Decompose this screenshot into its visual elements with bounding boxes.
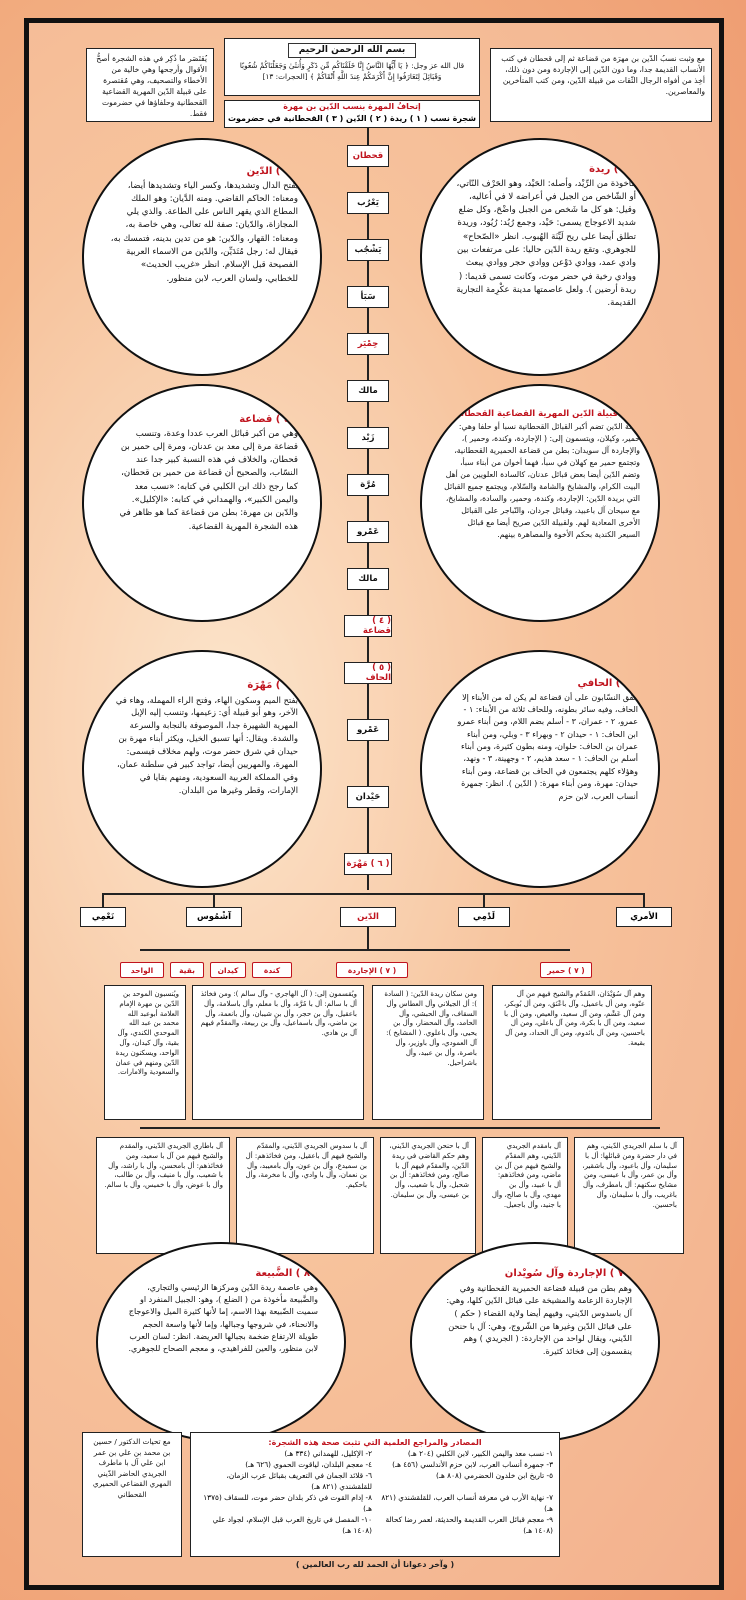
node-himyar: حِمْيَر [347, 333, 389, 355]
tree-title-main: إتحافُ المهرة بنسب الدّين بن مهرة [283, 102, 421, 111]
references-list [197, 1449, 553, 1537]
circle-rayda [420, 138, 660, 376]
node-haydan: حَيْدان [347, 786, 389, 808]
ajarida-line [140, 1127, 660, 1129]
basmala: بسم الله الرحمن الرحيم [288, 43, 417, 58]
node-murra: مُرَّة [347, 474, 389, 496]
reference-item: ٤- معجم البلدان، لياقوت الحموي (٦٢٦ هـ) [245, 1459, 372, 1469]
reference-item: ٩- معجم قبائل العرب القديمة والحديثة، لعمر رضا كحالة (١٤٠٨ هـ) [385, 1514, 553, 1535]
quran-verse: قال الله عز وجل: ﴿ يَا أَيُّهَا النَّاسُ إِنَّا خَلَقْنَاكُم مِّن ذَكَرٍ وَأُنثَىٰ وَجَعَلْنَاكُمْ شُعُوبًا وَقَبَائِلَ لِتَعَارَفُوا إِنَّ أَكْرَمَكُمْ عِندَ اللَّهِ أَتْقَاكُمْ ﴾ [الحجرات: ١٣] [239, 61, 465, 81]
node-saba: سَبَأ [347, 286, 389, 308]
branch-line [102, 893, 644, 895]
node-qahtan: قحطان [347, 145, 389, 167]
circle-qudaa [82, 384, 322, 622]
reference-item: ١- نسب معد واليمن الكبير، لابن الكلبي (٢٠٤ هـ) [407, 1449, 553, 1458]
box-residents: ومن سكان ريدة الدّين: ( السادة ): أل الجيلاني وأل العطاس وأل السقاف، وأل الحبشي، وأل الحامد، وأل المحضار، وأل بن يحيى، وأل باعلوي. ( المشايخ ): آل العمودي، وأل باوزير، وأل باصرة، وأل بن عبيد، وأل باشراحيل. [372, 985, 484, 1120]
tag-alwahid: الواحد [120, 962, 164, 978]
node-malik-1: مالك [347, 380, 389, 402]
box-himyar: وهم آل سُوَيْدَان، المُقدّم والشيخ فيهم من آل عنّوه، ومن أل باعميل، وآل باعْنَق، ومن أل بُوبكر، ومن آل عَشْم، ومن آل سعيد، والعيص، ومن أل با سعيد، ومن آل با بكرة، ومن آل باعلي، ومن أل باحسين، ومن آل بائدوم، ومن آل الحداد، ومن آل بقيعة. [492, 985, 652, 1120]
node-alhaf: ( ٥ ) الحاف [344, 662, 392, 684]
references-box [190, 1432, 560, 1557]
circle-ajarida-text: ( ٧ ) الإجاردة وآل سُويْدان وهم بطن من قبيلة قضاعة الحميرية القحطانية وفي الإجاردة الزعامة والمشيخة على قبائل الدّين كلها، وهي: آل باسدوس الدّيني، وفيهم أيضا ولاية القضاء ( حكم ) على قبائل الدّين وغيرها من الشّروج، وهي: آل با حنحن الدّيني، ويقال لواحد من الإجاردة: ( الجريدي ) وهم ينقسمون إلى فخائذ كثيرة. [446, 1268, 632, 1357]
reference-item: ٥- تاريخ ابن خلدون الحضرمي (٨٠٨ هـ) [436, 1470, 553, 1480]
reference-item: ٧- نهاية الأرب في معرفة أنساب العرب، للقلقشندي (٨٢١ هـ) [381, 1492, 553, 1513]
node-yarub: يَعْرُب [347, 192, 389, 214]
node-nami: نَعْمِي [80, 907, 126, 927]
box-kinda: ويُقسمون إلى: ( آل الهاجري - وآل سالم ): ومن فخائذ أل با سالم: أل با مُرَّة، وأل با معلم، وأل باسلامة، وأل باعقيل، وأل بن حجر، وأل بن شيبان، وأل بانعمة، وأل بن ماضي، وأل باسماعيل، وأل بن ربيعة، والمقدّم فيهم آل بن هادي. [192, 985, 364, 1120]
box-basadus: آل با سدوس الجريدي الدّيني، والمقدّم والشيخ فيهم آل باعقيل، ومن فخائذهم: أل بن سميدع، وأل بن عون، وأل بامعيبد، وأل بن نعمان، وأل با وادي، وأل با مخرمة، وأل باحكيم. [236, 1137, 374, 1254]
tag-baqiya: بقية [170, 962, 204, 978]
tag-kaydan: كيدان [210, 962, 246, 978]
node-mahra: ( ٦ ) مَهْرَة [344, 853, 392, 875]
circle-mahra-text: ( ٦ ) مَهْرَة بفتح الميم وسكون الهاء، وفتح الراء المهملة، وهاء في الآخر، وهو أبو قبيلة أي: زعيمها، وتنسب إليه الإبل المهرية الشهيرة جدا، الموصوفة بالنجابة والسرعة والشدة. ويقال: أنها تسبق الخيل، ويكثر أبناء مهرة بن حيدان في شرق حضر موت، ولهم مخلاف فيسمى: المهرة، والمهريين أيضا، تواجد كبير في سلطنة عمان، وفي المملكة العربية السعودية، ومنهم بقايا في الإمارات، وقطر وغيرها من البلدان. [115, 680, 298, 795]
box-batari: آل باطاري الجريدي الدّيني، والمقدم والشيخ فيهم من آل با سعيد، ومن فخائذهم: أل بامحسن، وأل با راشد، وأل با شعيب، وأل با منيف، وأل بن طالب، وأل با عوض، وأل با خميس، وأل با سالم. [96, 1137, 230, 1254]
tree-title-sub: شجرة نسب ( ١ ) ريدة ( ٢ ) الدّين ( ٣ ) القحطانية في حضرموت [227, 114, 477, 123]
reference-item: ٦- قلائد الجمان في التعريف بقبائل عرب الزمان، للقلقشندي (٨٢١ هـ) [226, 1470, 372, 1491]
tag-alajarida: ( ٧ ) الإجاردة [336, 962, 408, 978]
circle-rayda-text: ( ١ ) ريدة مأخوذة من الرِّيْد، وأصله: الحَيْد، وهو الحَرْف النّاتي، أو الشّاخص من الجبل في أعراضه لا في أعاليه، وقيل: هو كل ما شَخص من الجبل واضْحَ، وكل ضلع شديد الاعوجاج يسمى: حَيْد، وجمع رُيُد: رُيُود، وريدة تطلق أيضا على ريح لَيِّنَة الهُبوب. انظر «الصّحاح» للجوهري. وتقع ريدة الدّين حاليا: على مرتفعات بين وادي عمد، ووادي دَوْعن ووادي حجر ووادي يبعث ووادي رخية في حضر موت، وكانت تسمى قديما: ( ريدة أرضين ). ولعل عاصمتها مدينة عكْرِمة التجارية القديمة. [456, 164, 636, 309]
node-alamri: الأمري [616, 907, 672, 927]
tree-title [224, 100, 480, 128]
node-aldeen: الدّين [340, 907, 396, 927]
circle-alhaf [420, 650, 660, 888]
box-bamuqaddam: آل بامقدم الجريدي الدّيني، وهم المقدّم والشيخ فيهم من آل بن ماضي، ومن فخائذهم: أل با عبيد، وأل بن مهدي، وأل با صالح، وأل با جنيد، وأل باجعيل. [482, 1137, 568, 1254]
box-bahanhan: آل با حنحن الجريدي الدّيني، وهم حكم القاضي في ريدة الدّين، والمقدّم فيهم آل با صالح، ومن فخائذهم: أل بن شحبل، وأل با شعيب، وأل بن عيسى، وأل بن سليمان. [380, 1137, 476, 1254]
circle-ajarida [410, 1242, 660, 1442]
node-qudaa: ( ٤ ) قضاعة [344, 615, 392, 637]
node-zayd: زَيْد [347, 427, 389, 449]
aldeen-drop [367, 927, 369, 949]
references-title: المصادر والمراجع العلمية التي تثبت صحة هذه الشجرة: [268, 1438, 482, 1447]
reference-item: ٣- جمهرة أنساب العرب، لابن حزم الأندلسي (٤٥٦ هـ) [392, 1459, 553, 1469]
branch-drop-2 [213, 893, 215, 907]
tag-kinda: كندة [252, 962, 292, 978]
reference-item: ٨- إدام القوت في ذكر بلدان حضر موت، للسقاف (١٣٧٥ هـ) [203, 1492, 372, 1513]
node-ashmus: آشْمُوس [186, 907, 242, 927]
sub-branch-line [140, 949, 570, 951]
circle-mahra [82, 650, 322, 888]
branch-drop-1 [102, 893, 104, 907]
circle-aldeen [82, 138, 322, 376]
node-malik-2: مالك [347, 568, 389, 590]
circle-aldeen-tribe [420, 384, 660, 622]
header-left-note: يُقتَصَر ما ذُكِر في هذه الشجرة أصحُّ الأقوال وأرجحها وهي خالية من الأخطاء والتصحيف، وهي مُقتصرة على قبيلة الدّين المهرية القضاعية القحطانية وحلفاؤها في حضرموت فقط. [86, 48, 214, 122]
branch-drop-5 [643, 893, 645, 907]
box-basalm: آل با سلم الجريدي الدّيني، وهم في دار حضرة ومن قبائلها: أل با سليمان، وأل باعبود، وأل باشقير، وأل بن عمر، وأل با عيسى، ومن مشايخ سكنهم: أل بامطرف، وأل باغريب، وأل با سليمان، وأل باحسين. [574, 1137, 684, 1254]
circle-aldeen-tribe-text: ( ٣ ) قبيلة الدّين المهرية القضاعية القحطانية قبيلة الدّين تضم أكبر القبائل القحطانية نسبا أو حلفا وهي: حمير، وكيلان، ويتسمون إلى: ( الإجاردة، وكندة، وحمير )، والإجاردة آل سويدان: بطن من قضاعة الحميرية القحطانية، وتجتمع حمير مع كهلان في سبأ، فهما أخوان من أبناء سبأ، وتضم الدّين أيضا بعض قبائل عدنان، كالسادة العلويين من أهل البيت الكرام، والمشايخ والشامة والسّلام، ويجتمع جميع القبائل التي بريدة الدّين: الإجاردة، وكندة، وحمير، والسادة، والمشايخ، مع سيحان آل باعبيد، وقبائل جردان، والنّباجر على القبائل الأخرى المعادية لهم. ولقبيلة الدّين صريح أيضا مع قبائل السيعر الكندية بحكم الأخوة والمصاهرة بينهم. [444, 409, 640, 539]
circle-dhubaya [96, 1242, 346, 1442]
circle-dhubaya-text: ( ٨ ) الضَّبيعة وهي عاصمة ريدة الدّين ومركزها الرئيسي والتجاري، والضَّبيعة مأخوذة من ( الضلع )، وهو: الجبيل المنفرد او سميت الضّبيعة بهذا الاسم، إما لأنها كثيرة الميل والاعوجاج والانحناء، في شروجها وجبالها، وإما لأنها واسعة الحجم طويلة الارتفاع ضخمة بجبالها العريضة. انظر: لسان العرب لابن منظور، والعين للفراهيدي، و معجم الصحاح للجوهري. [128, 1268, 318, 1354]
circle-aldeen-text: ( ٢ ) الدّين بفتح الدال وتشديدها، وكسر الياء وتشديدها أيضا، ومعناه: الحاكم القاضي. ومنه الدَّيان: وهو الملك المطاع الذي يقهر الناس على الطاعة. والذي يلي المجازاة، والدّيان: صفة لله تعالى، وهي خاصة به، ومعناه: القهار، والدّين: هو من تدين بدينه، فتمسك به، فيقال له: رجل مُتَدَيِّن، والدّين من الاسماء العربية الفصيحة قبل الإسلام. انظر «غريب الحديث» للخطابي، ولسان العرب، لابن منظور. [110, 166, 298, 284]
reference-item: ١٠- المفصل في تاريخ العرب قبل الإسلام، لجواد علي (١٤٠٨ هـ) [212, 1514, 372, 1535]
circle-alhaf-text: ( ٥ ) الحافي اتفق النسّابون على أن قضاعة لم يكن له من الأبناء إلا الحاف، وفيه سائر بطونه، وللحاف ثلاثة من الأبناء: ١ - عمرو، ٢ - عمران، ٣ - أسلم بضم اللام، ومن أبناء عمرو ابن الحاف: ١ - حيدان ٢ - وبهراء ٣ - وبلي، ومن أبناء عمران بن الحاف: حلوان، ومنه بطون كثيرة، ومن أبناء أسلم بن الحاف: ١ - سعد هذيم، ٢ - وجهينة، ٣ - ونهد، وهؤلاء كلهم يجتمعون في الحاف بن قضاعة، ومن أبناء حيدان: مهرة، ومن أبناء مهرة: ( الدّين ). انظر: جمهرة أنساب العرب، لابن حزم [457, 678, 638, 801]
branch-drop-4 [483, 893, 485, 907]
node-ladmi: لَدْمِي [458, 907, 510, 927]
author-credit: مع تحيات الدكتور / حسين بن محمد بن علي بن عمر ابن علي آل با ماطرف الجريدي الحاضر الدّيني المهري القضاعي الحميري القحطاني [82, 1432, 182, 1557]
node-amr-1: عَمْرو [347, 521, 389, 543]
header-center [224, 38, 480, 96]
reference-item: ٢- الإكليل، للهمداني (٣٣٤ هـ) [284, 1449, 372, 1458]
node-amr-2: عَمْرو [347, 719, 389, 741]
circle-qudaa-text: ( ٤ ) قضاعة وهي من أكبر قبائل العرب عددا وعدة، وتنسب قضاعة مرة إلى معد بن عدنان، ومرة إلى حمير بن قحطان، والخلاف في هذه النسبة كبير جدا عند النسّاب، والصحيح أن قضاعة من حمير بن قحطان، كما رجح ذلك ابن الكلبي في كتابه: «نسب معد واليمن الكبير»، والهمداني في كتابه: «الإكليل». والدّين بن مهرة: بطن من قضاعة كما هو ظاهر في هذه الشجرة المهرية القضاعية. [119, 414, 298, 532]
closing-line: ( وآخر دعوانا أن الحمد لله رب العالمين ) [295, 1560, 455, 1569]
header-right-note: مع وثبت نسبُ الدّين بن مهرَة من قضاعة ثم إلى قحطان في كتب الأنساب القديمة جدا، وما دون الدّين إلى الإجاردة ومن دون ذلك، أخِذ من أفواه الرجال الثّقات من قبيلة الدّين، ومن كتب المتأخرين والمعاصرين. [490, 48, 712, 122]
tag-himyar: ( ٧ ) حمير [540, 962, 592, 978]
box-alwahid: ويُنسبون الموحد بن الدّين بن مهرة الإمام العلامة أبوعبد الله محمد بن عبد الله الموحدي الكندي، وآل بقية، وآل كيدان، وآل الواحد، ويسكنون ريدة الدّين ومنهم في عمان والسعودية والامارات. [104, 985, 186, 1120]
node-yashjub: يَشْجُب [347, 239, 389, 261]
